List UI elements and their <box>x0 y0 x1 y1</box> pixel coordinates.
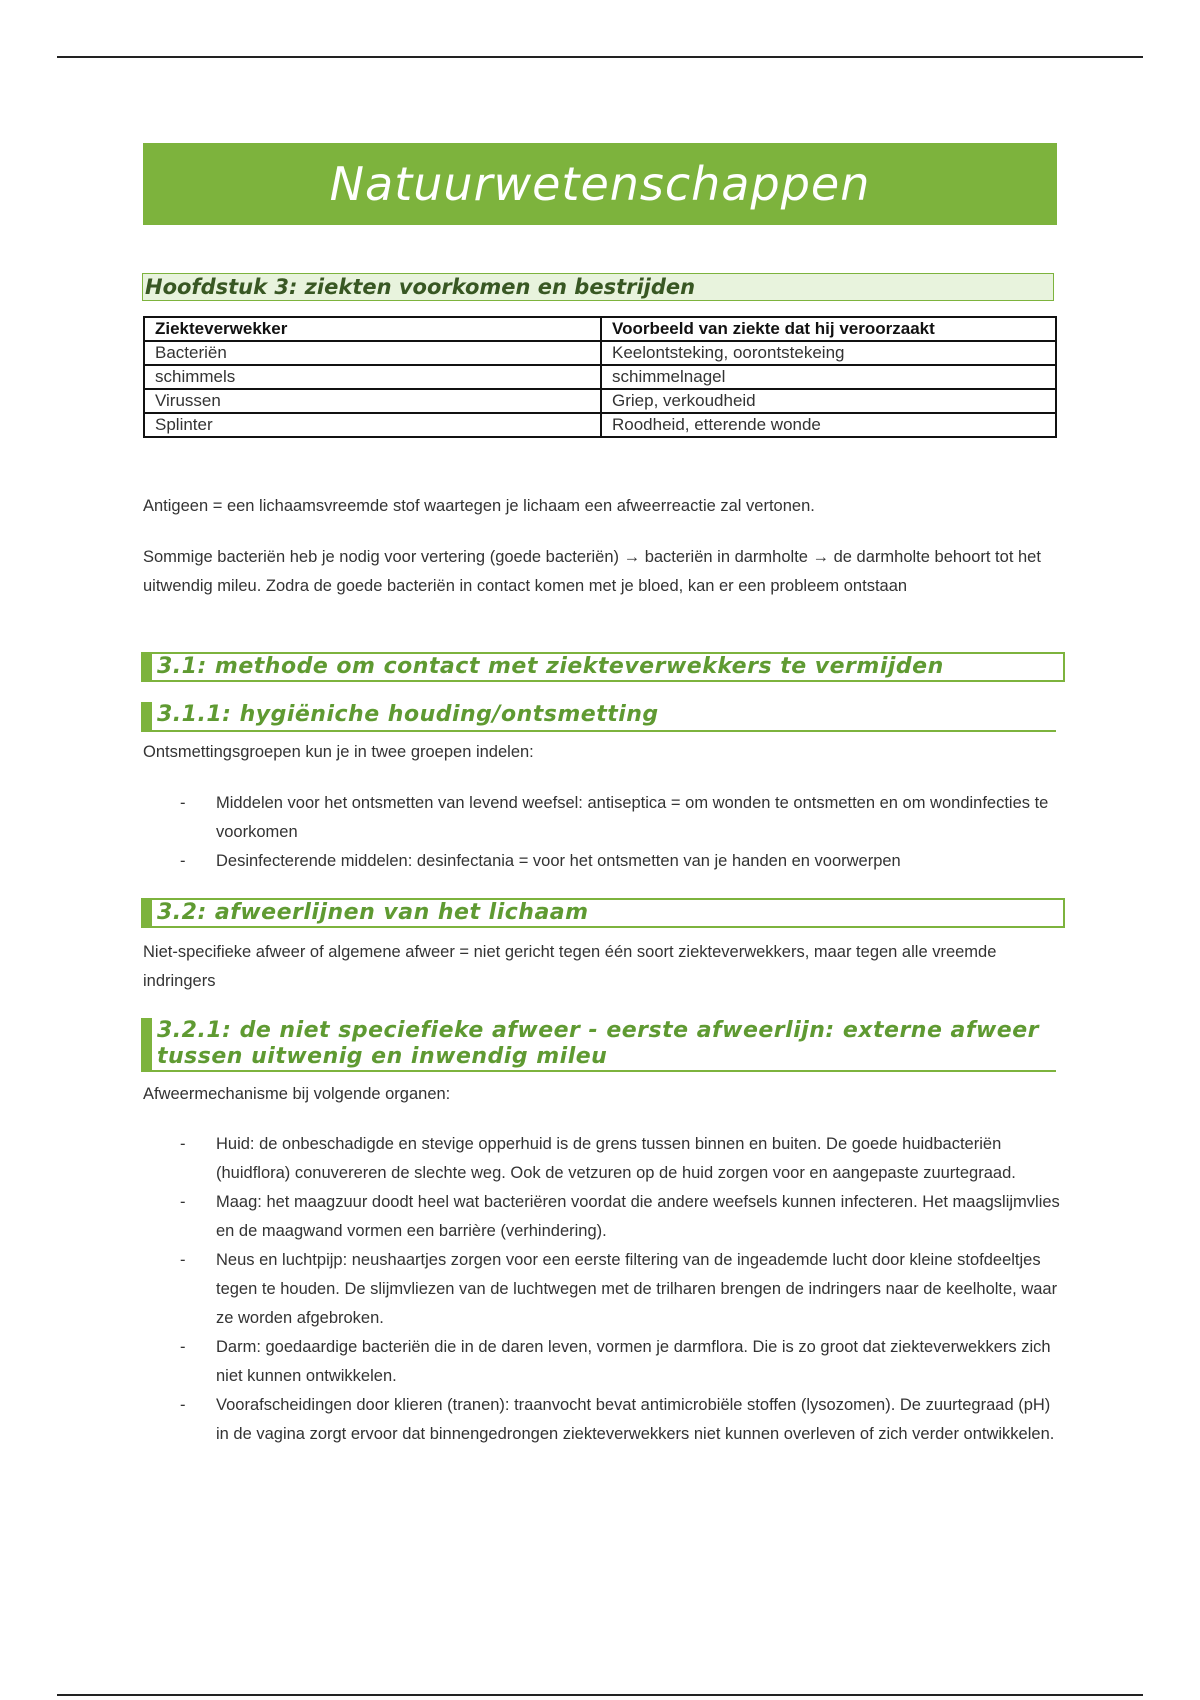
table-cell: Roodheid, etterende wonde <box>601 413 1056 437</box>
dash-bullet: - <box>180 1193 186 1211</box>
dash-bullet: - <box>180 1396 186 1414</box>
bacteria-paragraph: Sommige bacteriën heb je nodig voor vertering (goede bacteriën) → bacteriën in darmholte → de darmholte behoort tot het uitwendig mileu. Zodra de goede bacteriën in contact komen met je bloed, kan er een probleem ontstaan <box>143 548 1041 595</box>
pathogen-table <box>143 316 1057 438</box>
table-cell: Griep, verkoudheid <box>601 389 1056 413</box>
table-row <box>144 389 1056 413</box>
section-3-1-1-intro: Ontsmettingsgroepen kun je in twee groepen indelen: <box>143 743 534 761</box>
list-item <box>143 1188 1063 1246</box>
section-heading-3-2-1: 3.2.1: de niet speciefieke afweer - eerste afweerlijn: externe afweer tussen uitwenig en inwendig mileu <box>141 1018 1056 1072</box>
dash-bullet: - <box>180 1135 186 1153</box>
list-item-text: Huid: de onbeschadigde en stevige opperhuid is de grens tussen binnen en buiten. De goede huidbacteriën (huidflora) conuvereren de slechte weg. Ook de vetzuren op de huid zorgen voor en aangepaste zuurtegraad. <box>216 1135 1016 1182</box>
list-item <box>143 789 1063 847</box>
table-header: Ziekteverwekker <box>144 317 601 341</box>
table-row <box>144 341 1056 365</box>
document-title: Natuurwetenschappen <box>143 143 1057 225</box>
table-row <box>144 413 1056 437</box>
table-header-row <box>144 317 1056 341</box>
list-item-text: Middelen voor het ontsmetten van levend weefsel: antiseptica = om wonden te ontsmetten en om wondinfecties te voorkomen <box>216 794 1049 841</box>
list-item <box>143 1246 1063 1333</box>
table-cell: Virussen <box>144 389 601 413</box>
list-item <box>143 1333 1063 1391</box>
list-item <box>143 1391 1063 1449</box>
table-header: Voorbeeld van ziekte dat hij veroorzaakt <box>601 317 1056 341</box>
section-heading-3-1-1: 3.1.1: hygiëniche houding/ontsmetting <box>141 702 1056 732</box>
section-3-2-1-intro: Afweermechanisme bij volgende organen: <box>143 1085 451 1103</box>
table-cell: Bacteriën <box>144 341 601 365</box>
chapter-heading: Hoofdstuk 3: ziekten voorkomen en bestrijden <box>142 273 1054 301</box>
top-rule <box>57 56 1143 58</box>
list-item-text: Darm: goedaardige bacteriën die in de daren leven, vormen je darmflora. Die is zo groot dat ziekteverwekkers zich niet kunnen ontwikkelen. <box>216 1338 1051 1385</box>
list-item <box>143 1130 1063 1188</box>
list-item-text: Maag: het maagzuur doodt heel wat bacteriëren voordat die andere weefsels kunnen infecteren. Het maagslijmvlies en de maagwand vormen een barrière (verhindering). <box>216 1193 1060 1240</box>
dash-bullet: - <box>180 1251 186 1269</box>
defense-organs-list <box>143 1130 1063 1449</box>
antigeen-definition: Antigeen = een lichaamsvreemde stof waartegen je lichaam een afweerreactie zal vertonen. <box>143 497 815 515</box>
table-cell: schimmels <box>144 365 601 389</box>
section-heading-3-1: 3.1: methode om contact met ziekteverwekkers te vermijden <box>141 652 1065 682</box>
dash-bullet: - <box>180 794 186 812</box>
section-heading-3-2: 3.2: afweerlijnen van het lichaam <box>141 898 1065 928</box>
disinfection-list <box>143 789 1063 876</box>
table-row <box>144 365 1056 389</box>
list-item-text: Desinfecterende middelen: desinfectania = voor het ontsmetten van je handen en voorwerpen <box>216 852 901 870</box>
list-item-text: Voorafscheidingen door klieren (tranen): traanvocht bevat antimicrobiële stoffen (lysozomen). De zuurtegraad (pH) in de vagina zorgt ervoor dat binnengedrongen ziekteverwekkers niet kunnen overleven of zich verder ontwikkelen. <box>216 1396 1055 1443</box>
table-cell: Splinter <box>144 413 601 437</box>
list-item-text: Neus en luchtpijp: neushaartjes zorgen voor een eerste filtering van de ingeademde lucht door kleine stofdeeltjes tegen te houden. De slijmvliezen van de luchtwegen met de trilharen brengen de indringers naar de keelholte, waar ze worden afgebroken. <box>216 1251 1058 1327</box>
dash-bullet: - <box>180 852 186 870</box>
table-cell: Keelontsteking, oorontstekeing <box>601 341 1056 365</box>
list-item <box>143 847 1063 876</box>
table-cell: schimmelnagel <box>601 365 1056 389</box>
bottom-rule <box>57 1694 1143 1696</box>
section-3-2-text: Niet-specifieke afweer of algemene afweer = niet gericht tegen één soort ziekteverwekkers, maar tegen alle vreemde indringers <box>143 943 997 990</box>
dash-bullet: - <box>180 1338 186 1356</box>
